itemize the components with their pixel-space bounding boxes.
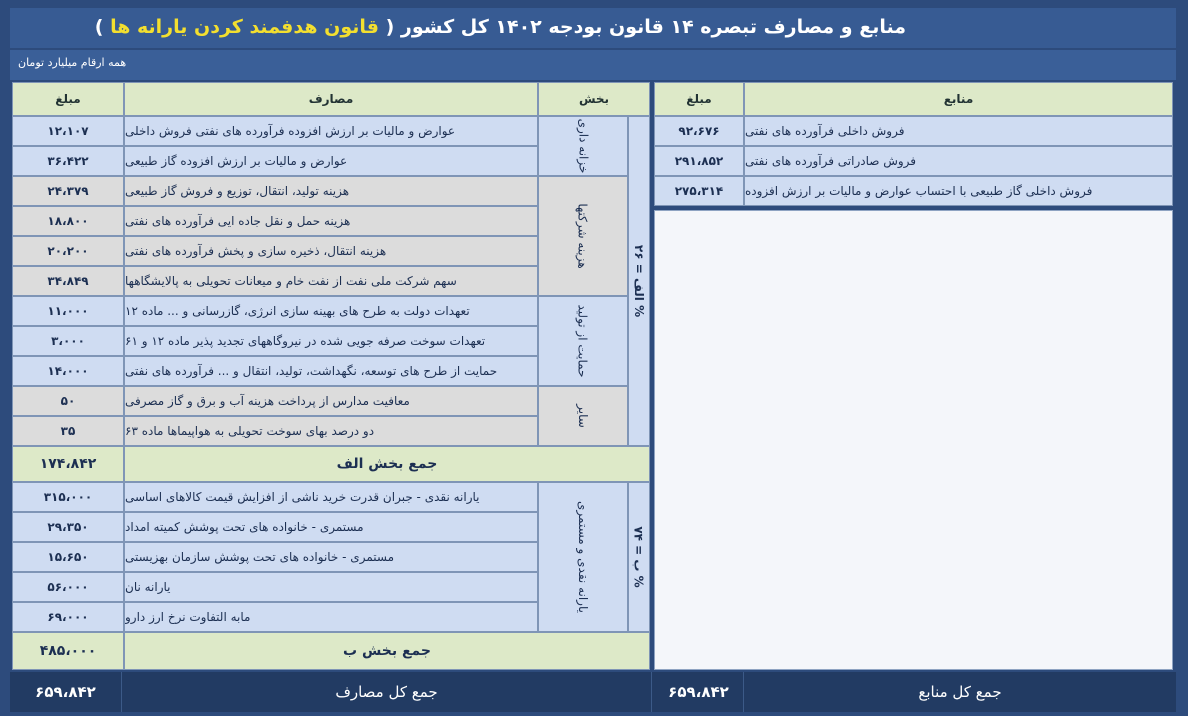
sources-row-name: فروش داخلی گاز طبیعی با احتساب عوارض و مالیات بر ارزش افزوده xyxy=(744,176,1173,206)
uses-row-name: مستمری - خانواده های تحت پوشش سازمان بهزیستی xyxy=(124,542,538,572)
sources-row-amount: ۲۷۵،۳۱۴ xyxy=(654,176,744,206)
uses-row-amount: ۵۰ xyxy=(12,386,124,416)
sub-header xyxy=(10,50,1176,80)
uses-total-a-value: ۱۷۴،۸۴۲ xyxy=(12,446,124,482)
group-company-label: هزینه شرکتها xyxy=(575,203,590,269)
uses-grand-total-value: ۶۵۹،۸۴۲ xyxy=(10,672,122,712)
group-treasury-label: خزانه داری xyxy=(575,118,590,174)
uses-section-header: بخش xyxy=(538,82,650,116)
uses-row-name: تعهدات سوخت صرفه جویی شده در نیروگاههای تجدید پذیر ماده ۱۲ و ۶۱ xyxy=(124,326,538,356)
uses-row-amount: ۶۹،۰۰۰ xyxy=(12,602,124,632)
group-subsidy xyxy=(538,482,628,632)
uses-row-amount: ۲۴،۳۷۹ xyxy=(12,176,124,206)
uses-row-name: معافیت مدارس از پرداخت هزینه آب و برق و گاز مصرفی xyxy=(124,386,538,416)
group-treasury xyxy=(538,116,628,176)
sources-grand-total-label: جمع کل منابع xyxy=(918,683,1002,701)
sources-name-header: منابع xyxy=(744,82,1173,116)
sources-row-amount: ۲۹۱،۸۵۲ xyxy=(654,146,744,176)
uses-row-name: مستمری - خانواده های تحت پوشش کمیته امداد xyxy=(124,512,538,542)
group-support xyxy=(538,296,628,386)
part-b-label xyxy=(628,482,650,632)
title-text: منابع و مصارف تبصره ۱۴ قانون بودجه ۱۴۰۲ کل کشور ( xyxy=(385,16,906,38)
uses-row-amount: ۳۱۵،۰۰۰ xyxy=(12,482,124,512)
uses-total-b-value: ۴۸۵،۰۰۰ xyxy=(12,632,124,670)
uses-row-name: هزینه تولید، انتقال، توزیع و فروش گاز طبیعی xyxy=(124,176,538,206)
uses-row-amount: ۱۵،۶۵۰ xyxy=(12,542,124,572)
group-support-label: حمایت از تولید xyxy=(575,304,590,378)
part-a-label xyxy=(628,116,650,446)
group-other-label: سایر xyxy=(575,404,590,428)
uses-row-amount: ۱۸،۸۰۰ xyxy=(12,206,124,236)
uses-row-amount: ۲۰،۲۰۰ xyxy=(12,236,124,266)
title-bar xyxy=(10,8,1176,48)
uses-row-name: عوارض و مالیات بر ارزش افزوده فرآورده های نفتی فروش داخلی xyxy=(124,116,538,146)
uses-row-amount: ۱۱،۰۰۰ xyxy=(12,296,124,326)
sources-amount-header: مبلغ xyxy=(654,82,744,116)
totals-footer xyxy=(10,672,1176,712)
uses-row-name: تعهدات دولت به طرح های بهینه سازی انرژی، گازرسانی و ... ماده ۱۲ xyxy=(124,296,538,326)
uses-row-name: حمایت از طرح های توسعه، نگهداشت، تولید، انتقال و ... فرآورده های نفتی xyxy=(124,356,538,386)
uses-row-amount: ۱۲،۱۰۷ xyxy=(12,116,124,146)
sources-row-amount: ۹۲،۶۷۶ xyxy=(654,116,744,146)
part-a-label-label: الف = ۲۶ % xyxy=(632,244,646,318)
sources-empty-area xyxy=(654,210,1173,670)
uses-row-amount: ۳۶،۴۲۲ xyxy=(12,146,124,176)
part-b-label-label: ب = ۷۴ % xyxy=(632,526,647,588)
uses-row-amount: ۱۴،۰۰۰ xyxy=(12,356,124,386)
sources-grand-total-value: ۶۵۹،۸۴۲ xyxy=(654,672,744,712)
uses-row-name: هزینه انتقال، ذخیره سازی و پخش فرآورده های نفتی xyxy=(124,236,538,266)
uses-row-amount: ۵۶،۰۰۰ xyxy=(12,572,124,602)
sources-row-name: فروش صادراتی فرآورده های نفتی xyxy=(744,146,1173,176)
units-note: همه ارقام میلیارد تومان xyxy=(18,56,127,69)
page-title xyxy=(95,16,906,38)
title-end: ) xyxy=(94,16,104,38)
uses-row-amount: ۳۵ xyxy=(12,416,124,446)
uses-row-name: دو درصد بهای سوخت تحویلی به هواپیماها ماده ۶۳ xyxy=(124,416,538,446)
uses-row-name: مابه التفاوت نرخ ارز دارو xyxy=(124,602,538,632)
uses-total-b-label: جمع بخش ب xyxy=(124,632,650,670)
uses-name-header: مصارف xyxy=(124,82,538,116)
uses-row-name: یارانه نان xyxy=(124,572,538,602)
uses-row-name: عوارض و مالیات بر ارزش افزوده گاز طبیعی xyxy=(124,146,538,176)
uses-row-name: سهم شرکت ملی نفت از نفت خام و میعانات تحویلی به پالایشگاهها xyxy=(124,266,538,296)
uses-row-amount: ۳۴،۸۴۹ xyxy=(12,266,124,296)
sources-row-name: فروش داخلی فرآورده های نفتی xyxy=(744,116,1173,146)
title-highlight: قانون هدفمند کردن یارانه ها xyxy=(110,16,379,38)
uses-row-amount: ۲۹،۳۵۰ xyxy=(12,512,124,542)
uses-row-name: یارانه نقدی - جبران قدرت خرید ناشی از افزایش قیمت کالاهای اساسی xyxy=(124,482,538,512)
uses-total-a-label: جمع بخش الف xyxy=(124,446,650,482)
uses-amount-header: مبلغ xyxy=(12,82,124,116)
uses-grand-total-label: جمع کل مصارف xyxy=(122,672,652,712)
group-other xyxy=(538,386,628,446)
uses-row-amount: ۳،۰۰۰ xyxy=(12,326,124,356)
group-company xyxy=(538,176,628,296)
group-subsidy-label: یارانه نقدی و مستمری xyxy=(576,501,591,613)
uses-row-name: هزینه حمل و نقل جاده ایی فرآورده های نفتی xyxy=(124,206,538,236)
